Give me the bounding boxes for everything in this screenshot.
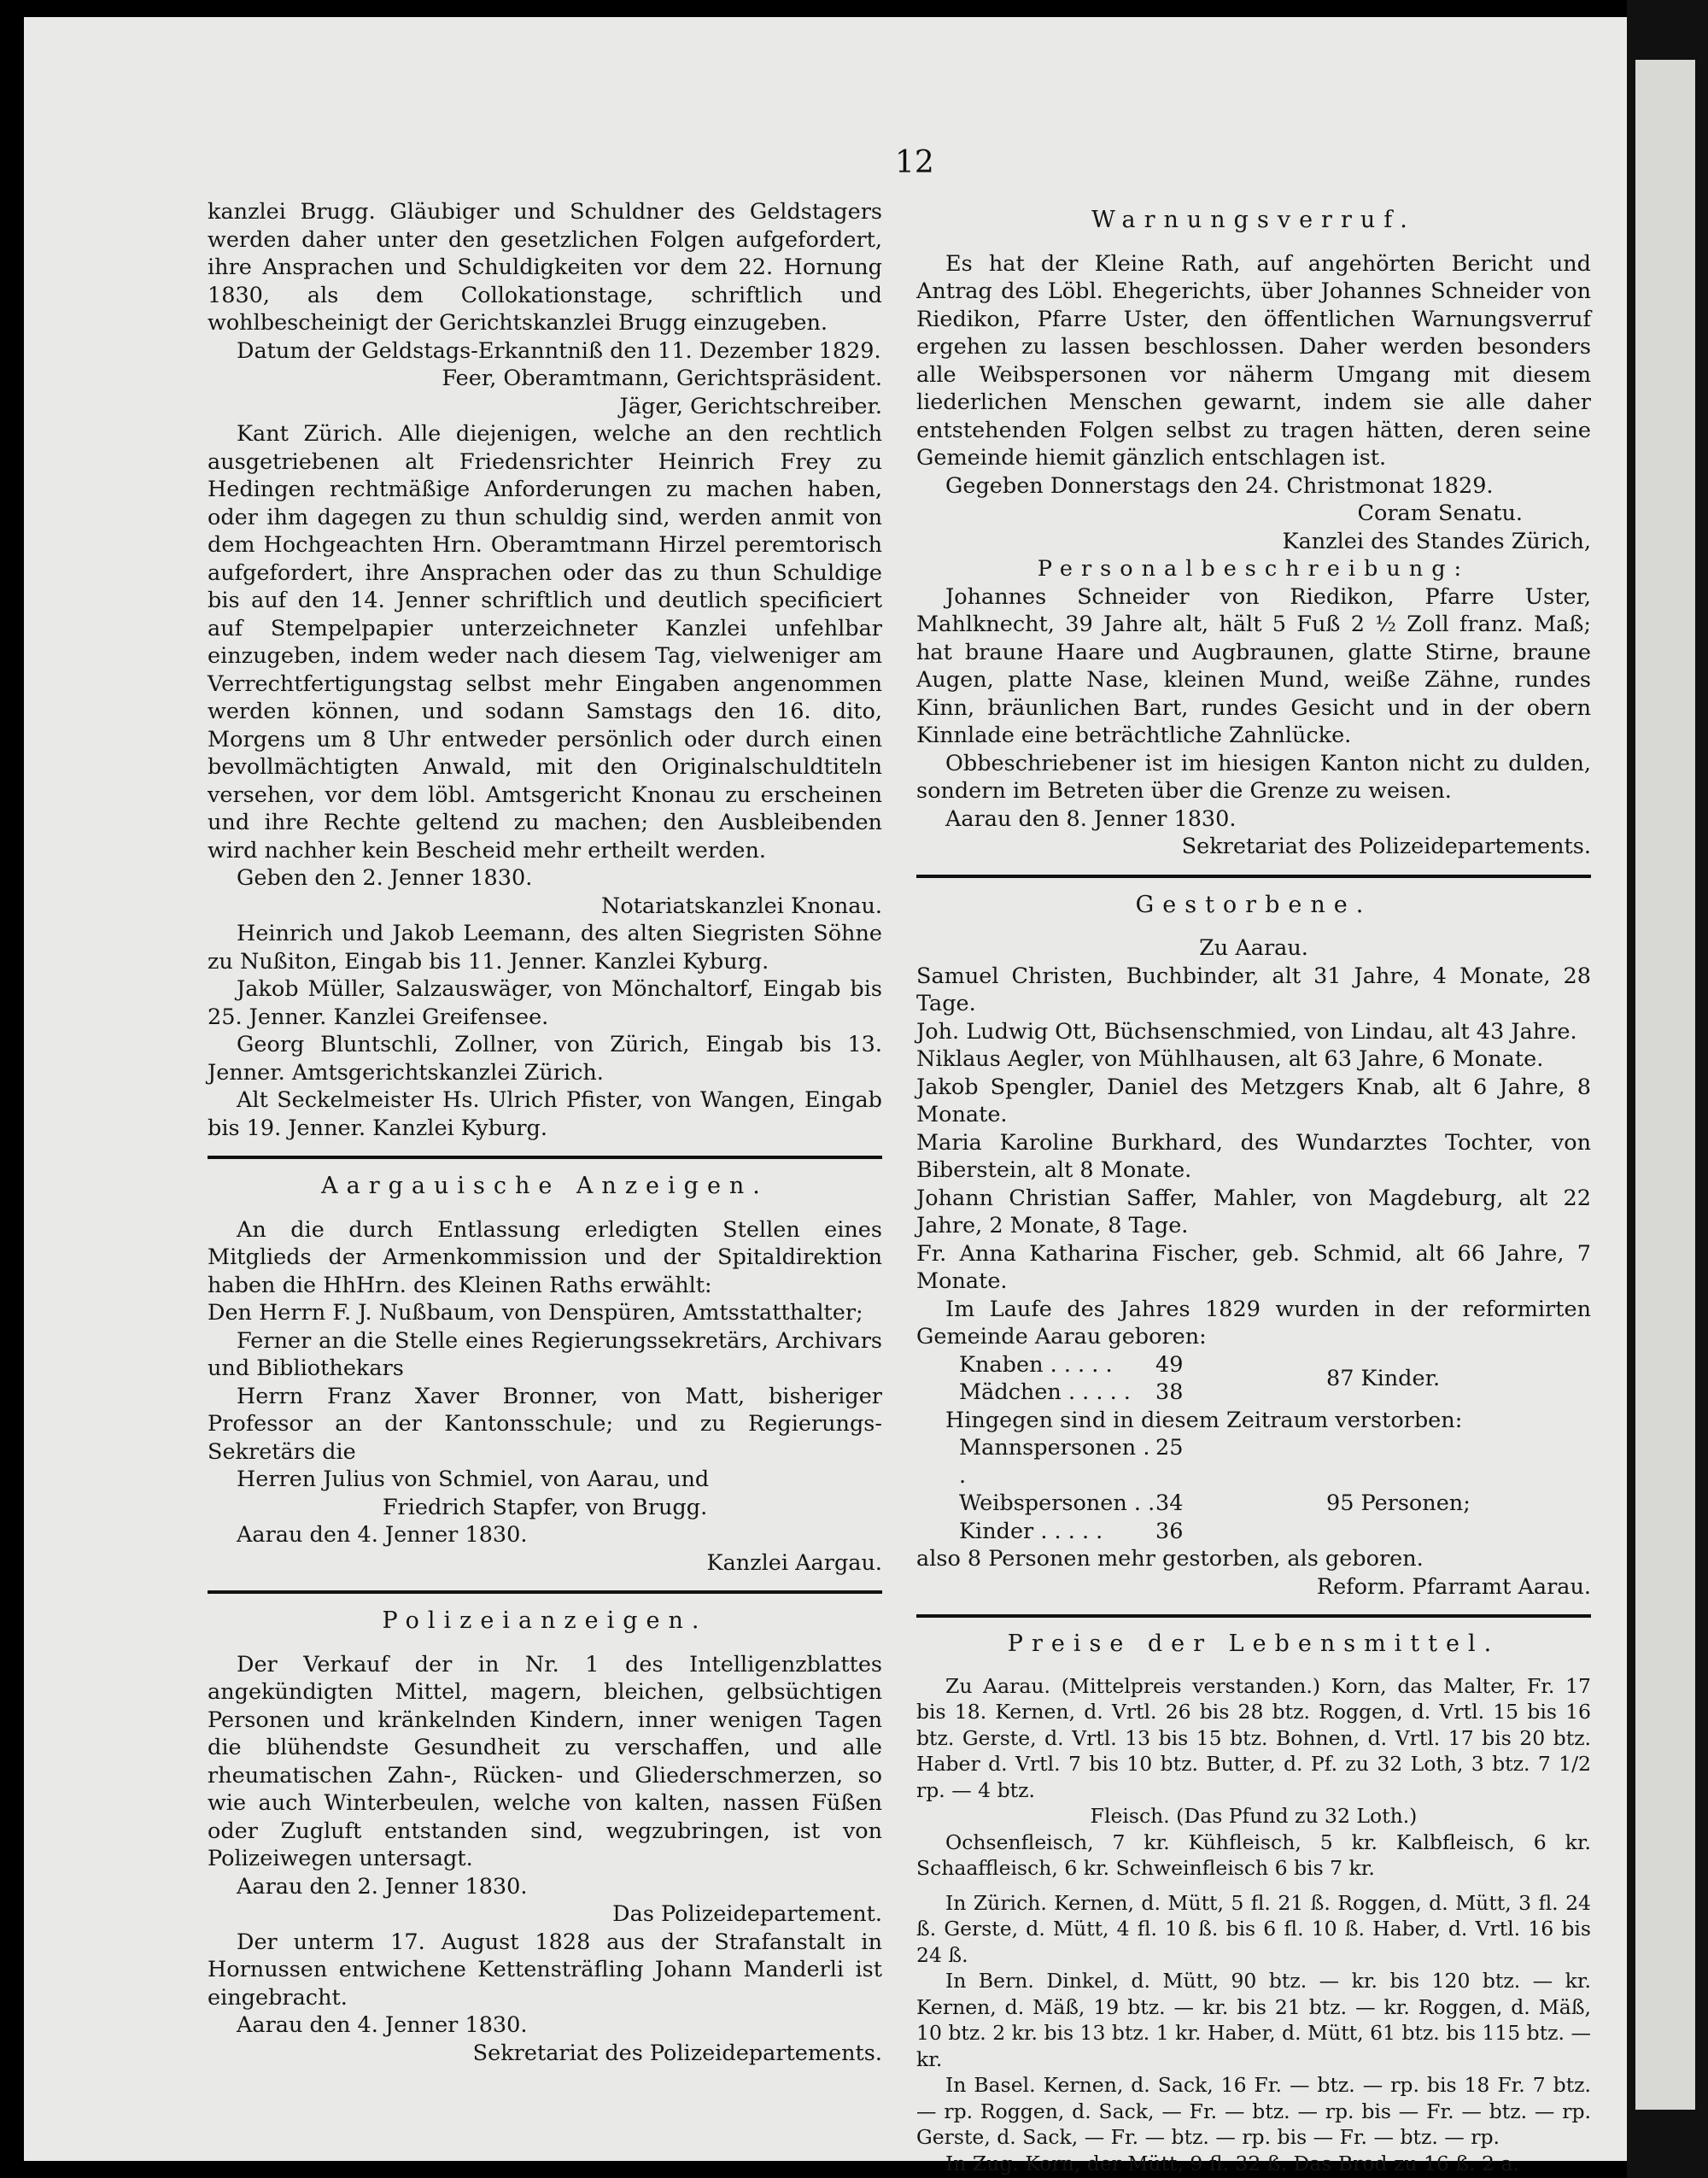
warning-date: Gegeben Donnerstags den 24. Christmonat 1829. <box>945 472 1494 499</box>
death-entry: Jakob Spengler, Daniel des Metzgers Knab, alt 6 Jahre, 8 Monate. <box>916 1074 1591 1127</box>
section-divider <box>208 1156 882 1159</box>
births-label: Knaben . . . . . <box>959 1351 1113 1378</box>
right-column <box>916 198 1591 2176</box>
births-total: 87 Kinder. <box>1326 1366 1441 1391</box>
prices-basel: In Basel. Kernen, d. Sack, 16 Fr. — btz. — rp. bis 18 Fr. 7 btz. — rp. Roggen, d. Sack, — Fr. — btz. — rp. bis — Fr. — btz. — rp. Gerste, d. Sack, — Fr. — btz. — rp. bis — Fr. — btz. — rp. <box>916 2073 1591 2149</box>
death-entry: Joh. Ludwig Ott, Büchsenschmied, von Lindau, alt 43 Jahre. <box>916 1018 1577 1045</box>
prices-bern: In Bern. Dinkel, d. Mütt, 90 btz. — kr. bis 120 btz. — kr. Kernen, d. Mäß, 19 btz. — kr. bis 21 btz. — kr. Roggen, d. Mäß, 10 btz. 2 kr. bis 13 btz. 1 kr. Haber, d. Mütt, 61 btz. bis 115 btz. — kr. <box>916 1969 1591 2071</box>
geldstag-signature-2: Jäger, Gerichtschreiber. <box>619 393 882 419</box>
aargau-header: Aargauische Anzeigen. <box>321 1173 769 1199</box>
aargau-text: An die durch Entlassung erledigten Stellen eines Mitglieds der Armenkommission und der Spitaldirektion haben die HhHrn. des Kleinen Raths erwählt: <box>208 1216 882 1298</box>
zurich-signature: Notariatskanzlei Knonau. <box>601 893 882 919</box>
section-divider <box>916 875 1591 878</box>
deaths-value: 36 <box>1155 1518 1184 1544</box>
prices-aarau: Zu Aarau. (Mittelpreis verstanden.) Korn, das Malter, Fr. 17 bis 18. Kernen, d. Vrtl. 26 bis 28 btz. Roggen, d. Vrtl. 15 bis 16 btz. Gerste, d. Vrtl. 13 bis 15 btz. Bohnen, d. Vrtl. 17 bis 20 btz. Haber d. Vrtl. 7 bis 10 btz. Butter, d. Pf. zu 32 Loth, 3 btz. 7 1/2 rp. — 4 btz. <box>916 1673 1591 1802</box>
births-value: 49 <box>1155 1351 1184 1378</box>
page-number: 12 <box>895 145 934 180</box>
pfarramt-signature: Reform. Pfarramt Aarau. <box>1316 1573 1591 1600</box>
births-value: 38 <box>1155 1379 1184 1405</box>
police-notice-1-signature: Das Polizeidepartement. <box>612 1901 882 1927</box>
newspaper-page <box>24 17 1651 2175</box>
aargau-text: Herrn Franz Xaver Bronner, von Matt, bisheriger Professor an der Kantonsschule; und zu Regierungs-Sekretärs die <box>208 1383 882 1465</box>
description-signature: Sekretariat des Polizeidepartements. <box>1181 834 1591 859</box>
prices-zurich: In Zürich. Kernen, d. Mütt, 5 fl. 21 ß. Roggen, d. Mütt, 3 fl. 24 ß. Gerste, d. Mütt, 4 fl. 10 ß. bis 6 fl. 10 ß. Haber, d. Vrtl. 16 bis 24 ß. <box>916 1890 1591 1967</box>
police-notice-2: Der unterm 17. August 1828 aus der Strafanstalt in Hornussen entwichene Kettensträfling Johann Manderli ist eingebracht. <box>208 1929 882 2011</box>
death-entry: Niklaus Aegler, von Mühlhausen, alt 63 Jahre, 6 Monate. <box>916 1046 1544 1072</box>
geldstag-date: Datum der Geldstags-Erkanntniß den 11. Dezember 1829. <box>237 337 881 364</box>
meat-prices: Ochsenfleisch, 7 kr. Kühfleisch, 5 kr. Kalbfleisch, 6 kr. Schaaffleisch, 6 kr. Schweinfleisch 6 bis 7 kr. <box>916 1830 1591 1880</box>
description-date: Aarau den 8. Jenner 1830. <box>945 805 1237 832</box>
deaths-total: 95 Personen; <box>1326 1490 1471 1516</box>
section-divider <box>916 1614 1591 1618</box>
prices-zug: In Zug. Korn, der Mütt, 9 fl. 32 ß. Das Brod zu 16 ß. 2 a. <box>945 2151 1519 2175</box>
warning-coram: Coram Senatu. <box>1357 501 1523 526</box>
prices-header: Preise der Lebensmittel. <box>1007 1631 1500 1657</box>
deaths-label: Mannspersonen . . <box>959 1435 1150 1489</box>
aargau-text: Herren Julius von Schmiel, von Aarau, und <box>237 1467 710 1492</box>
deaths-label: Weibspersonen . . <box>959 1490 1155 1516</box>
aargau-signature: Kanzlei Aargau. <box>706 1549 882 1576</box>
zurich-date: Geben den 2. Jenner 1830. <box>237 865 533 891</box>
zurich-notice: Kant Zürich. Alle diejenigen, welche an den rechtlich ausgetriebenen alt Friedensrichter Heinrich Frey zu Hedingen rechtmäßige Anforderungen zu machen haben, oder ihm dagegen zu thun schuldig sind, werden anmit von dem Hochgeachten Hrn. Oberamtmann Hirzel peremtorisch aufgefordert, ihre Ansprachen oder das zu thun Schuldige bis auf den 14. Jenner schriftlich und deutlich specificiert auf Stempelpapier unterzeichneter Kanzlei unfehlbar einzugeben, indem weder nach diesem Tag, vielweniger am Verrechtfertigungstag selbst mehr Eingaben angenommen werden können, und sodann Samstags den 16. dito, Morgens um 8 Uhr entweder persönlich oder durch einen bevollmächtigten Anwald, mit den Originalschuldtiteln versehen, vor dem löbl. Amtsgericht Knonau zu erscheinen und ihre Rechte geltend zu machen; den Ausbleibenden wird nachher kein Bescheid mehr ertheilt werden. <box>208 421 882 864</box>
population-summary: also 8 Personen mehr gestorben, als geboren. <box>916 1546 1424 1572</box>
deaths-value: 25 <box>1155 1435 1184 1461</box>
geldstag-notice: kanzlei Brugg. Gläubiger und Schuldner des Geldstagers werden daher unter den gesetzlichen Folgen aufgefordert, ihre Ansprachen und Schuldigkeiten vor dem 22. Hornung 1830, als dem Collokationstage, schriftlich und wohlbescheinigt der Gerichtskanzlei Brugg einzugeben. <box>208 199 882 336</box>
meat-header: Fleisch. (Das Pfund zu 32 Loth.) <box>1090 1804 1418 1828</box>
deaths-subheader: Zu Aarau. <box>1199 935 1308 961</box>
aargau-text: Den Herrn F. J. Nußbaum, von Denspüren, Amtsstatthalter; <box>208 1300 863 1326</box>
aargau-text: Ferner an die Stelle eines Regierungssekretärs, Archivars und Bibliothekars <box>208 1327 882 1381</box>
deaths-header: Gestorbene. <box>1135 891 1372 918</box>
police-notice-2-date: Aarau den 4. Jenner 1830. <box>237 2012 528 2038</box>
geldstag-signature-1: Feer, Oberamtmann, Gerichtspräsident. <box>442 366 882 391</box>
description-header: Personalbeschreibung: <box>1037 556 1471 582</box>
death-entry: Maria Karoline Burkhard, des Wundarztes Tochter, von Biberstein, alt 8 Monate. <box>916 1129 1591 1183</box>
description-text: Johannes Schneider von Riedikon, Pfarre Uster, Mahlknecht, 39 Jahre alt, hält 5 Fuß 2 ½ Zoll franz. Maß; hat braune Haare und Augbraunen, glatte Stirne, braune Augen, platte Nase, kleinen Mund, weiße Zähne, rundes Kinn, bräunlichen Bart, rundes Gesicht und in der obern Kinnlade eine beträchtliche Zahnlücke. <box>916 583 1591 748</box>
police-notice-2-signature: Sekretariat des Polizeidepartements. <box>472 2040 882 2066</box>
death-entry: Samuel Christen, Buchbinder, alt 31 Jahre, 4 Monate, 28 Tage. <box>916 963 1591 1016</box>
police-notice-1: Der Verkauf der in Nr. 1 des Intelligenzblattes angekündigten Mittel, magern, bleichen, gelbsüchtigen Personen und kränkelnden Kindern, inner wenigen Tagen die blühendste Gesundheit zu verschaffen, und alle rheumatischen Zahn-, Rücken- und Gliederschmerzen, so wie auch Winterbeulen, welche von kalten, nassen Füßen oder Zugluft entstanden sind, wegzubringen, ist von Polizeiwegen untersagt. <box>208 1651 882 1871</box>
police-notice-1-date: Aarau den 2. Jenner 1830. <box>237 1873 528 1900</box>
death-entry: Johann Christian Saffer, Mahler, von Magdeburg, alt 22 Jahre, 2 Monate, 8 Tage. <box>916 1185 1591 1238</box>
deaths-label: Kinder . . . . . <box>959 1518 1103 1544</box>
warning-signature: Kanzlei des Standes Zürich, <box>1282 528 1591 554</box>
claim-entry: Alt Seckelmeister Hs. Ulrich Pfister, von Wangen, Eingab bis 19. Jenner. Kanzlei Kyburg. <box>208 1087 882 1141</box>
death-entry: Fr. Anna Katharina Fischer, geb. Schmid, alt 66 Jahre, 7 Monate. <box>916 1240 1591 1294</box>
claim-entry: Heinrich und Jakob Leemann, des alten Siegristen Söhne zu Nußiton, Eingab bis 11. Jenner. Kanzlei Kyburg. <box>208 921 882 975</box>
year-intro: Im Laufe des Jahres 1829 wurden in der reformirten Gemeinde Aarau geboren: <box>916 1296 1591 1350</box>
aargau-date: Aarau den 4. Jenner 1830. <box>237 1522 528 1548</box>
warning-text: Es hat der Kleine Rath, auf angehörten Bericht und Antrag des Löbl. Ehegerichts, über Johannes Schneider von Riedikon, Pfarre Uster, den öffentlichen Warnungsverruf ergehen zu lassen beschlossen. Daher werden besonders alle Weibspersonen vor näherm Umgang mit diesem liederlichen Menschen gewarnt, indem sie alle daher entstehenden Folgen selbst zu tragen hätten, deren seine Gemeinde hiemit gänzlich entschlagen ist. <box>916 250 1591 471</box>
section-divider <box>208 1590 882 1594</box>
deaths-intro: Hingegen sind in diesem Zeitraum verstorben: <box>945 1407 1463 1433</box>
police-header: Polizeianzeigen. <box>382 1607 708 1634</box>
description-note: Obbeschriebener ist im hiesigen Kanton nicht zu dulden, sondern im Betreten über die Grenze zu weisen. <box>916 750 1591 804</box>
claim-entry: Jakob Müller, Salzauswäger, von Mönchaltorf, Eingab bis 25. Jenner. Kanzlei Greifensee. <box>208 976 882 1030</box>
warning-header: Warnungsverruf. <box>1091 207 1416 233</box>
deaths-table <box>916 1434 1591 1545</box>
claim-entry: Georg Bluntschli, Zollner, von Zürich, Eingab bis 13. Jenner. Amtsgerichtskanzlei Zürich. <box>208 1032 882 1086</box>
deaths-value: 34 <box>1155 1490 1184 1516</box>
left-column <box>208 198 882 2067</box>
births-table <box>916 1351 1591 1407</box>
births-label: Mädchen . . . . . <box>959 1379 1131 1405</box>
next-page-strip <box>1635 60 1695 2110</box>
aargau-text: Friedrich Stapfer, von Brugg. <box>382 1494 708 1520</box>
